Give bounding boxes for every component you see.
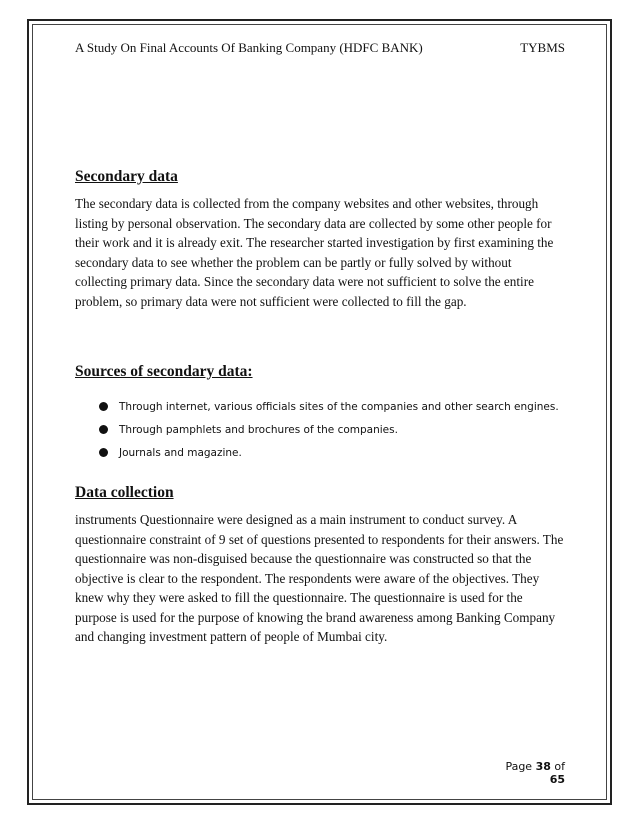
page-header	[75, 40, 565, 56]
secondary-data-heading: Secondary data	[75, 168, 178, 185]
sources-list	[99, 395, 565, 464]
of-label: of	[554, 760, 565, 773]
page-content	[75, 168, 565, 647]
header-course: TYBMS	[520, 40, 565, 55]
list-item-text: Journals and magazine.	[119, 446, 242, 459]
bullet-icon	[99, 425, 108, 434]
sources-heading: Sources of secondary data:	[75, 363, 253, 380]
list-item-text: Through internet, various officials sites of the companies and other search engines.	[119, 400, 559, 413]
list-item	[99, 395, 565, 418]
data-collection-heading: Data collection	[75, 484, 174, 501]
list-item-text: Through pamphlets and brochures of the companies.	[119, 423, 398, 436]
page-label: Page	[505, 760, 533, 773]
list-item	[99, 418, 565, 441]
page-number: 38	[535, 760, 551, 773]
secondary-data-paragraph: The secondary data is collected from the company websites and other websites, through listing by personal observation. The secondary data are collected by some other people for their work and it is already exit. The researcher started investigation by first examining the secondary data to see whether the problem can be partly or fully solved by without collecting primary data. Since the secondary data were not sufficient to solve the entire problem, so primary data were not sufficient were collected to fill the gap.	[75, 196, 554, 309]
bullet-icon	[99, 402, 108, 411]
total-pages: 65	[549, 773, 565, 786]
list-item	[99, 441, 565, 464]
data-collection-paragraph: instruments Questionnaire were designed as a main instrument to conduct survey. A questionnaire constraint of 9 set of questions presented to respondents for their answers. The questionnaire was non-disguised because the questionnaire was constructed so that the objective is clear to the respondent. The respondents were aware of the objectives. They knew why they were asked to fill the questionnaire. The questionnaire is used for the purpose is used for the purpose of knowing the brand awareness among Banking Company and changing investment pattern of people of Mumbai city.	[75, 512, 564, 644]
page-footer	[490, 760, 565, 786]
header-title: A Study On Final Accounts Of Banking Company (HDFC BANK)	[75, 40, 423, 55]
bullet-icon	[99, 448, 108, 457]
